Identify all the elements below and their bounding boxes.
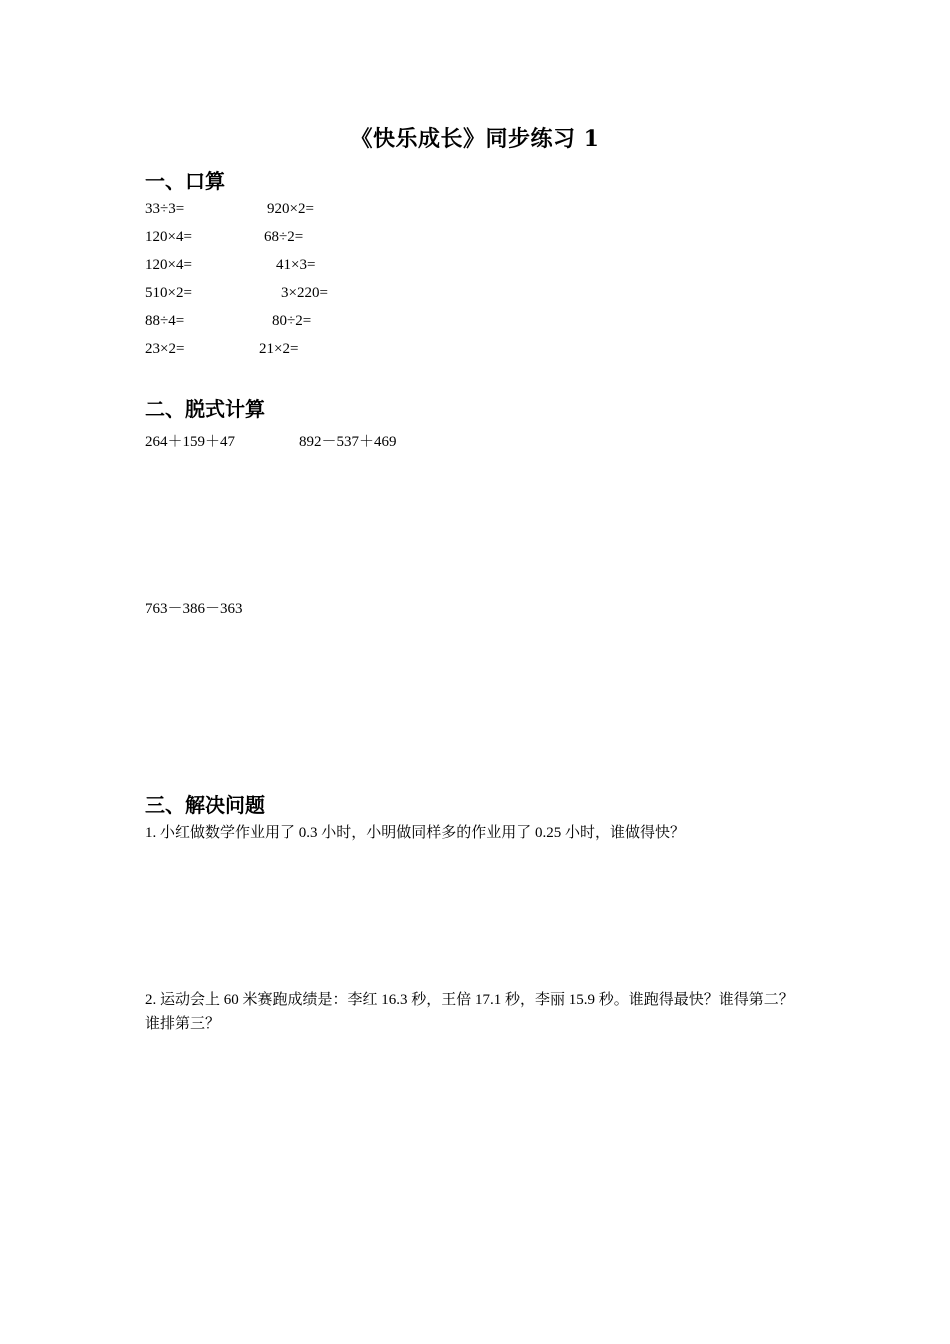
mental-math-item: 920×2= xyxy=(267,201,314,217)
mental-math-item: 41×3= xyxy=(276,257,316,273)
section-heading-word-problems: 三、解决问题 xyxy=(145,793,265,817)
word-problem: 2. 运动会上 60 米赛跑成绩是：李红 16.3 秒，王倍 17.1 秒，李丽 15.9 秒。谁跑得最快？谁得第二？谁排第三？ xyxy=(145,992,794,1032)
mental-math-item: 68÷2= xyxy=(264,229,304,245)
step-calculation-problem: 763－386－363 xyxy=(145,601,243,617)
mental-math-item: 510×2= xyxy=(145,285,192,301)
mental-math-item: 88÷4= xyxy=(145,313,185,329)
step-calculation-problem: 892－537＋469 xyxy=(299,434,397,450)
step-calculation-problem: 264＋159＋47 xyxy=(145,434,236,450)
mental-math-item: 21×2= xyxy=(259,341,299,357)
page-title: 《快乐成长》同步练习 1 xyxy=(350,126,600,152)
word-problem: 1. 小红做数学作业用了 0.3 小时，小明做同样多的作业用了 0.25 小时，谁做得快？ xyxy=(145,825,686,841)
section-heading-step-calculation: 二、脱式计算 xyxy=(145,397,265,421)
section-heading-mental-math: 一、口算 xyxy=(145,169,225,193)
mental-math-item: 120×4= xyxy=(145,257,192,273)
mental-math-item: 33÷3= xyxy=(145,201,185,217)
mental-math-item: 80÷2= xyxy=(272,313,312,329)
mental-math-item: 3×220= xyxy=(281,285,328,301)
mental-math-item: 23×2= xyxy=(145,341,185,357)
mental-math-item: 120×4= xyxy=(145,229,192,245)
